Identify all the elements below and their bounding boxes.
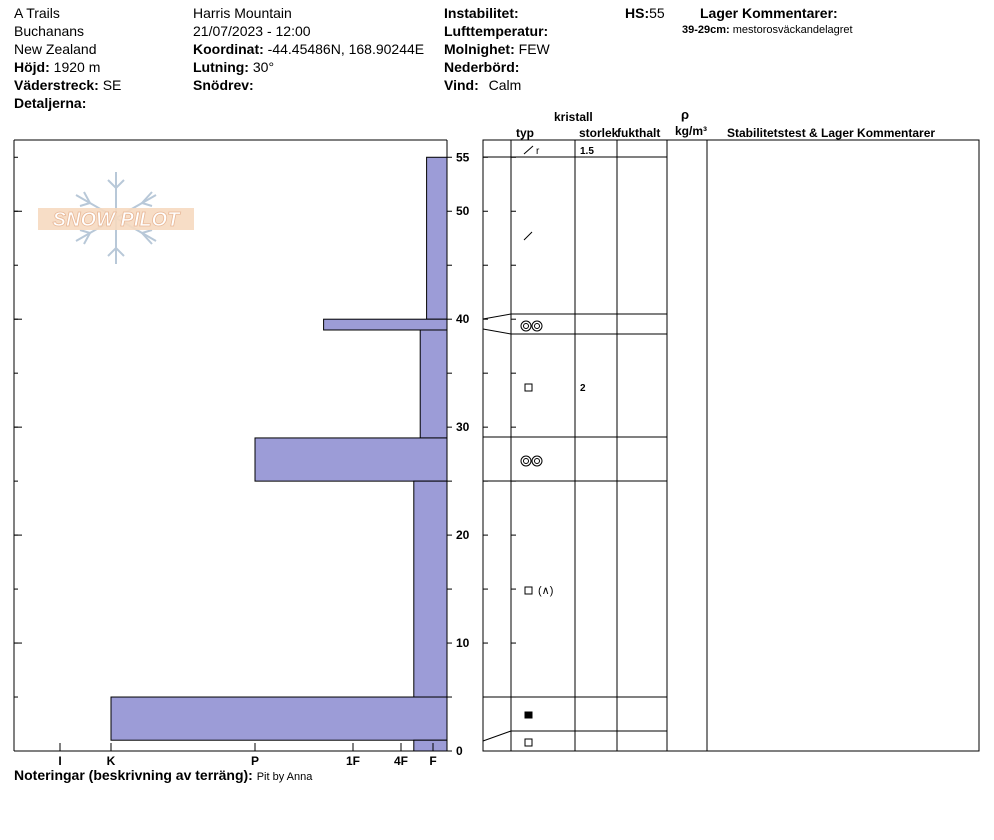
ice-formation-icon xyxy=(525,712,532,718)
density-unit-header: kg/m³ xyxy=(675,124,708,138)
notes-label: Noteringar (beskrivning av terräng): xyxy=(14,767,253,783)
rho-header: ρ xyxy=(681,107,690,122)
depth-tick-label: 10 xyxy=(456,636,470,651)
hardness-bar xyxy=(427,157,447,319)
layer-table-frame xyxy=(483,140,979,751)
sky-label: Molnighet: xyxy=(444,41,515,57)
sky-value: FEW xyxy=(518,41,550,57)
instability-label: Instabilitet: xyxy=(444,5,519,21)
hardness-tick-label: 4F xyxy=(393,754,409,768)
depth-tick-label: 55 xyxy=(456,150,470,165)
slope-value: 30° xyxy=(252,59,275,75)
drift-label: Snödrev: xyxy=(193,77,254,93)
datetime-text: 21/07/2023 - 12:00 xyxy=(193,23,311,39)
size-header: storlek xyxy=(579,126,619,140)
melt-forms-icon xyxy=(532,456,542,466)
hardness-tick-label: K xyxy=(106,754,116,768)
hs-label: HS: xyxy=(625,5,650,21)
slope-label: Lutning: xyxy=(193,59,249,75)
depth-tick-label: 40 xyxy=(456,312,470,327)
depth-tick-label: 20 xyxy=(456,528,470,543)
melt-forms-icon xyxy=(524,324,529,329)
faceted-crystals-icon xyxy=(525,587,532,594)
crystal-size-label: 2 xyxy=(580,383,586,394)
faceted-crystals-icon xyxy=(525,384,532,391)
wind-label: Vind: xyxy=(444,77,479,93)
hardness-tick-label: P xyxy=(250,754,260,768)
hardness-bar xyxy=(414,740,447,751)
coord-value: -44.45486N, 168.90244E xyxy=(267,41,425,57)
decomposing-fragments-icon xyxy=(524,232,532,240)
layer-comments-label: Lager Kommentarer: xyxy=(700,5,838,21)
hs-value: 55 xyxy=(649,5,665,21)
hardness-tick-label: I xyxy=(58,754,62,768)
hardness-bar xyxy=(414,481,447,697)
details-label: Detaljerna: xyxy=(14,95,87,111)
site-text: Harris Mountain xyxy=(193,5,292,21)
depth-hoar-icon: (∧) xyxy=(538,585,554,597)
layer-connector-line xyxy=(483,329,511,334)
hardness-bar xyxy=(420,330,447,438)
elevation-value: 1920 m xyxy=(53,59,101,75)
crystal-header: kristall xyxy=(554,110,593,124)
hardness-bar xyxy=(255,438,447,481)
type-header: typ xyxy=(516,126,534,140)
moisture-header: fukthalt xyxy=(617,126,661,140)
logo-text: SNOW PILOT xyxy=(52,209,180,231)
region-text: New Zealand xyxy=(14,41,97,57)
decomposing-fragments-icon xyxy=(524,146,533,154)
melt-forms-icon xyxy=(524,459,529,464)
airtemp-label: Lufttemperatur: xyxy=(444,23,549,39)
melt-forms-icon xyxy=(535,324,540,329)
depth-tick-label: 50 xyxy=(456,204,470,219)
layer-comment-range: 39-29cm: xyxy=(682,24,730,36)
layer-comment-text: mestorosväckandelagret xyxy=(732,24,853,36)
precip-label: Nederbörd: xyxy=(444,59,520,75)
location-text: A Trails xyxy=(14,5,60,21)
notes-value: Pit by Anna xyxy=(256,771,313,783)
layer-connector-line xyxy=(483,314,511,319)
melt-forms-icon xyxy=(521,456,531,466)
hardness-tick-label: F xyxy=(429,754,437,768)
hardness-tick-label: 1F xyxy=(345,754,361,768)
hardness-bar xyxy=(324,319,447,330)
hardness-bar xyxy=(111,697,447,740)
crystal-size-label: 1.5 xyxy=(580,146,594,157)
aspect-label: Väderstreck: xyxy=(14,77,99,93)
wind-value: Calm xyxy=(488,77,522,93)
melt-forms-icon xyxy=(532,321,542,331)
depth-tick-label: 30 xyxy=(456,420,470,435)
stability-header: Stabilitetstest & Lager Kommentarer xyxy=(727,126,936,140)
range-text: Buchanans xyxy=(14,23,85,39)
rime-icon: r xyxy=(536,146,540,157)
melt-forms-icon xyxy=(521,321,531,331)
aspect-value: SE xyxy=(102,77,122,93)
coord-label: Koordinat: xyxy=(193,41,264,57)
melt-forms-icon xyxy=(535,459,540,464)
layer-connector-line xyxy=(483,731,511,741)
depth-tick-label: 0 xyxy=(456,744,463,758)
faceted-crystals-icon xyxy=(525,739,532,746)
elevation-label: Höjd: xyxy=(14,59,50,75)
